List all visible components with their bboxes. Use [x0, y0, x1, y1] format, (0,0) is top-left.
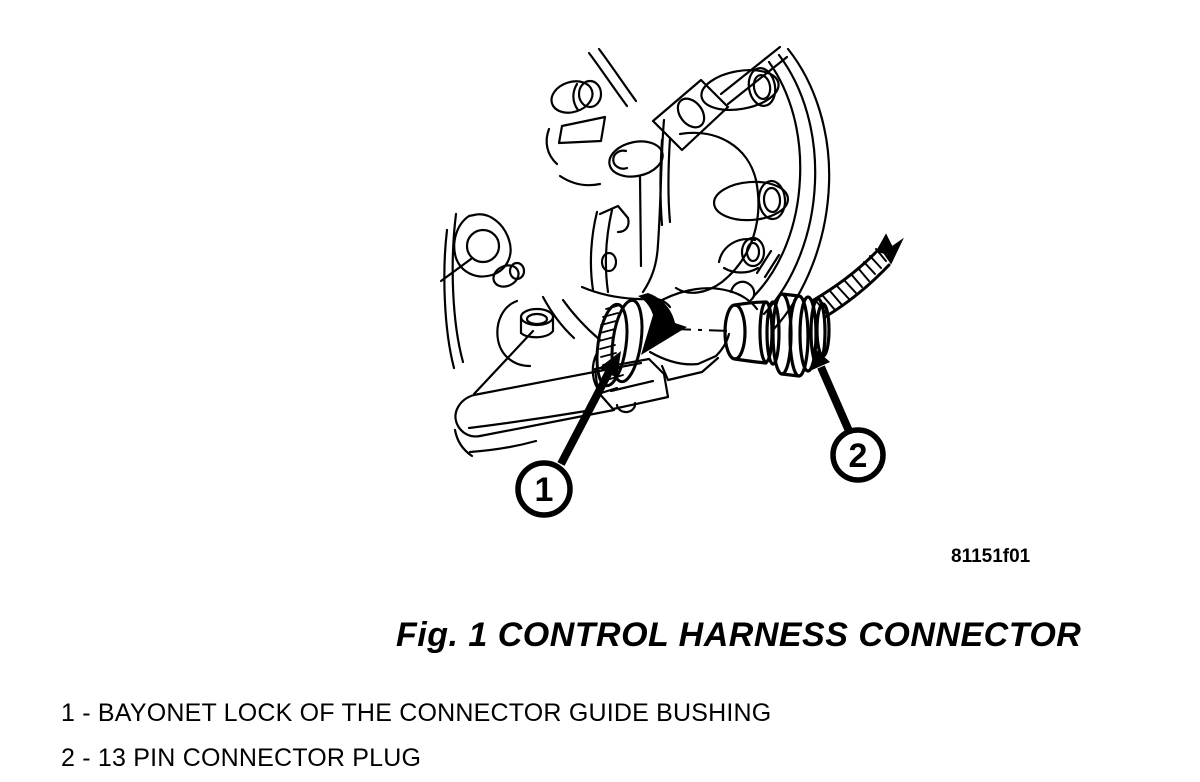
- figure-legend: [61, 691, 771, 781]
- rotation-arrow: [638, 293, 687, 355]
- callout-2-arrow-shaft: [821, 367, 849, 431]
- legend-item-2: 2 - 13 PIN CONNECTOR PLUG: [61, 744, 422, 772]
- figure-caption: Fig. 1 CONTROL HARNESS CONNECTOR: [396, 616, 1082, 654]
- callout-2-number: 2: [848, 437, 868, 475]
- legend-item-1: 1 - BAYONET LOCK OF THE CONNECTOR GUIDE BUSHING: [61, 699, 772, 727]
- bayonet-lock-ring: [592, 298, 646, 393]
- transmission-case: [441, 47, 829, 456]
- graphic-code: 81151f01: [951, 546, 1031, 567]
- center-dash-dot-line: [673, 329, 731, 331]
- callout-2: [812, 347, 883, 480]
- callout-1-number: 1: [534, 471, 554, 509]
